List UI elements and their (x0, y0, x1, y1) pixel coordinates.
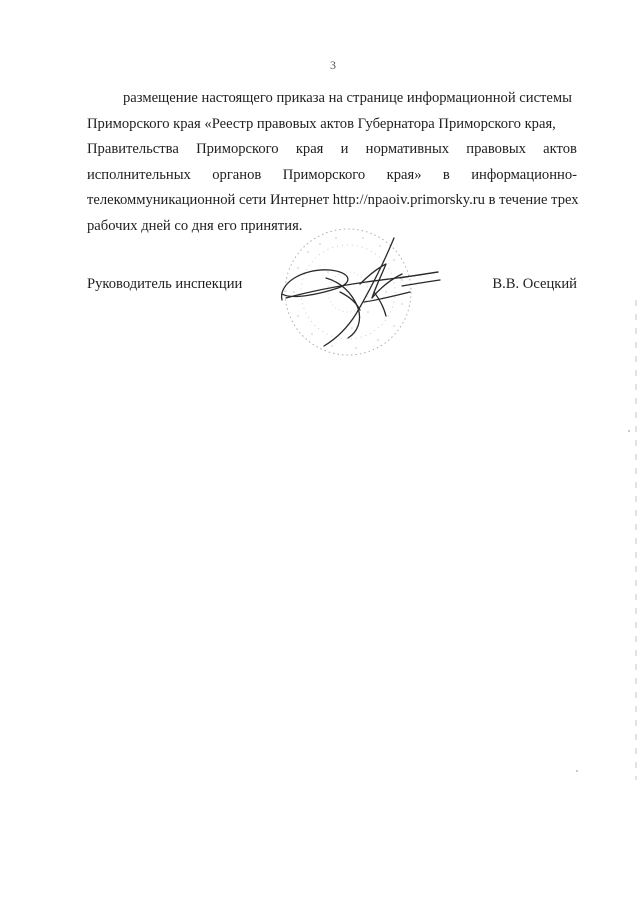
text-word: Правительства (87, 141, 179, 158)
signer-name: В.В. Осецкий (492, 276, 577, 292)
text-word: актов (543, 141, 577, 158)
page-number: 3 (330, 58, 336, 72)
text-word: информационно- (471, 166, 577, 183)
text-line (87, 137, 577, 163)
text-word: рабочих дней со дня его принятия. (87, 217, 303, 234)
text-word: исполнительных (87, 166, 191, 183)
scan-speck (576, 770, 578, 772)
handwritten-signature-icon (282, 238, 440, 346)
stamp-and-signature-icon (268, 222, 458, 362)
signer-role: Руководитель инспекции (87, 276, 243, 292)
text-word: органов (212, 166, 262, 183)
text-line (87, 163, 577, 189)
text-word: Приморского (282, 166, 366, 183)
text-line (87, 112, 577, 138)
scan-edge-artifact (635, 300, 637, 780)
text-word: и (340, 141, 349, 158)
text-word: телекоммуникационной сети Интернет http://npaoiv.primorsky.ru в течение трех (87, 192, 579, 209)
text-word: края (295, 141, 324, 158)
text-word: Приморского (196, 141, 279, 158)
text-line (87, 86, 577, 112)
seal-texture (293, 237, 403, 349)
text-word: Приморского края «Реестр правовых актов Губернатора Приморского края, (87, 115, 556, 132)
text-word: края» (386, 166, 422, 183)
body-paragraph (87, 86, 577, 240)
scan-speck (628, 430, 630, 432)
text-word: правовых (466, 141, 526, 158)
text-word: размещение настоящего приказа на странице информационной системы (123, 90, 572, 106)
text-line (87, 188, 577, 214)
text-word: в (442, 166, 450, 183)
text-word: нормативных (365, 141, 450, 158)
